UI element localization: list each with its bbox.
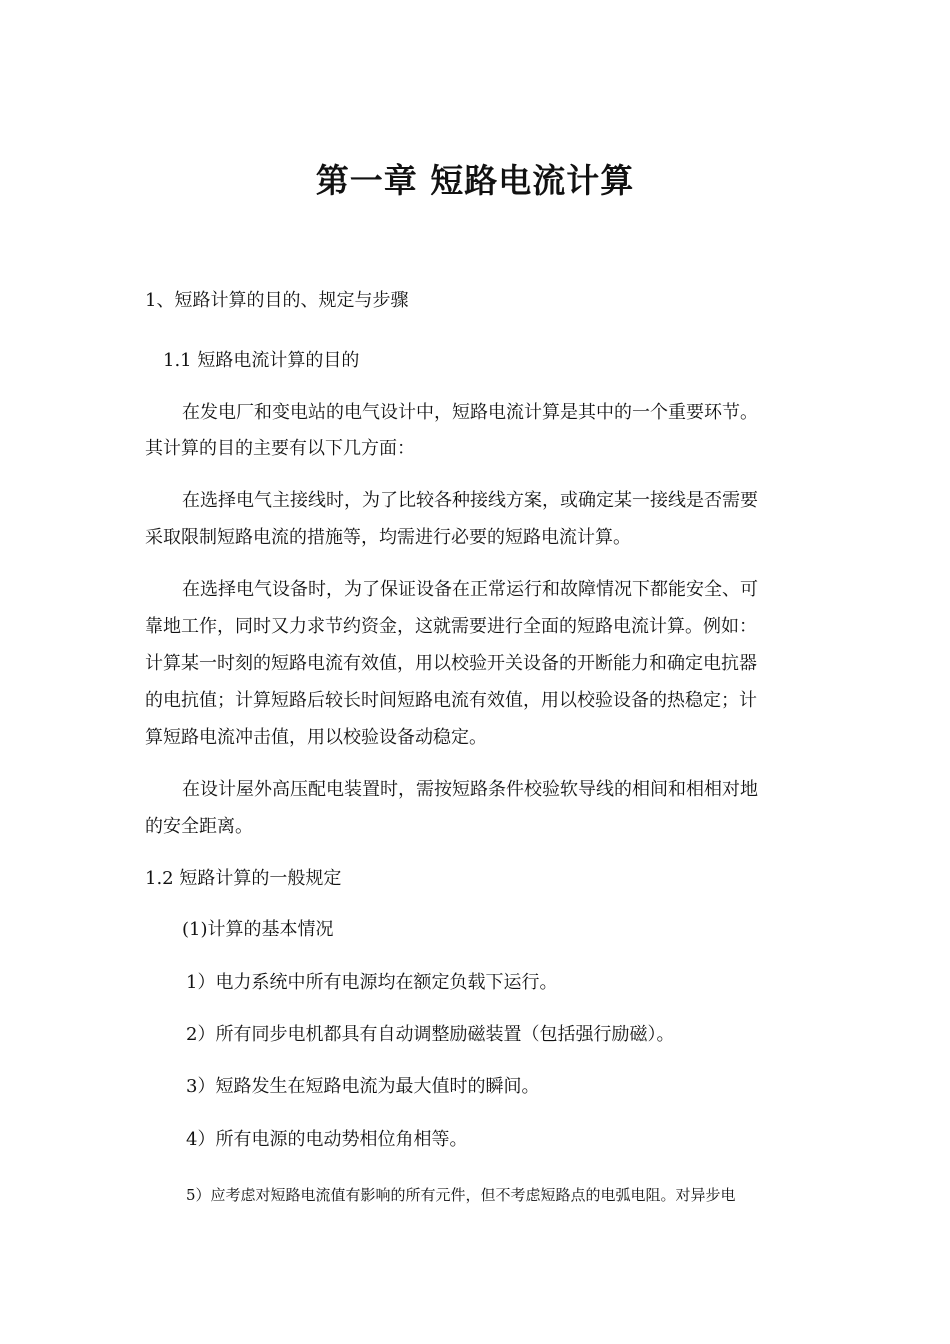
- list-item-5: 5）应考虑对短路电流值有影响的所有元件，但不考虑短路点的电弧电阻。对异步电: [186, 1186, 736, 1204]
- section-heading-1: 1、短路计算的目的、规定与步骤: [145, 290, 409, 311]
- paragraph-1-line-1: 在发电厂和变电站的电气设计中，短路电流计算是其中的一个重要环节。: [182, 402, 758, 423]
- subsection-heading-basic: (1)计算的基本情况: [182, 919, 334, 940]
- paragraph-3-line-2: 靠地工作，同时又力求节约资金，这就需要进行全面的短路电流计算。例如：: [145, 616, 757, 637]
- list-item-2: 2）所有同步电机都具有自动调整励磁装置（包括强行励磁）。: [186, 1024, 675, 1045]
- paragraph-4-line-2: 的安全距离。: [145, 816, 253, 837]
- section-heading-1-2: 1.2 短路计算的一般规定: [145, 868, 342, 889]
- section-heading-1-1: 1.1 短路电流计算的目的: [163, 350, 360, 371]
- paragraph-3-line-4: 的电抗值；计算短路后较长时间短路电流有效值，用以校验设备的热稳定；计: [145, 690, 757, 711]
- list-item-4: 4）所有电源的电动势相位角相等。: [186, 1129, 468, 1150]
- paragraph-2-line-1: 在选择电气主接线时，为了比较各种接线方案，或确定某一接线是否需要: [182, 490, 758, 511]
- paragraph-4-line-1: 在设计屋外高压配电装置时，需按短路条件校验软导线的相间和相相对地: [182, 779, 758, 800]
- paragraph-3-line-1: 在选择电气设备时，为了保证设备在正常运行和故障情况下都能安全、可: [182, 579, 758, 600]
- list-item-1: 1）电力系统中所有电源均在额定负载下运行。: [186, 972, 558, 993]
- paragraph-3-line-3: 计算某一时刻的短路电流有效值，用以校验开关设备的开断能力和确定电抗器: [145, 653, 757, 674]
- paragraph-2-line-2: 采取限制短路电流的措施等，均需进行必要的短路电流计算。: [145, 527, 631, 548]
- paragraph-3-line-5: 算短路电流冲击值，用以校验设备动稳定。: [145, 727, 487, 748]
- paragraph-1-line-2: 其计算的目的主要有以下几方面：: [145, 438, 415, 459]
- list-item-3: 3）短路发生在短路电流为最大值时的瞬间。: [186, 1076, 540, 1097]
- chapter-title: 第一章 短路电流计算: [315, 161, 635, 200]
